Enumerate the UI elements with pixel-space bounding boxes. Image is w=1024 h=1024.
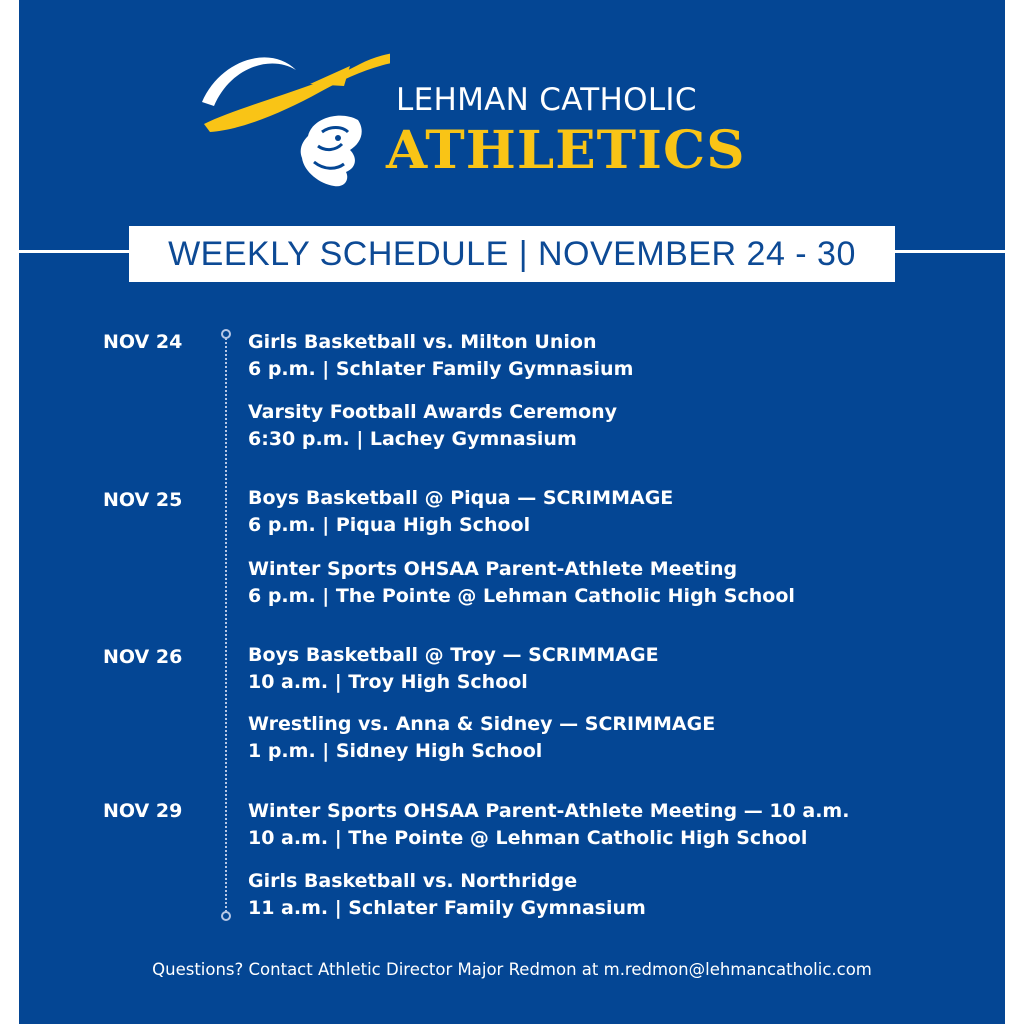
event-detail: 10 a.m. | The Pointe @ Lehman Catholic High School xyxy=(248,827,808,849)
event-item xyxy=(248,399,617,453)
brand-logo xyxy=(200,40,780,200)
event-detail: 1 p.m. | Sidney High School xyxy=(248,740,543,762)
event-detail: 10 a.m. | Troy High School xyxy=(248,671,528,693)
event-title: Varsity Football Awards Ceremony xyxy=(248,401,618,423)
brand-athletics: ATHLETICS xyxy=(386,120,746,181)
event-detail: 6 p.m. | Piqua High School xyxy=(248,514,531,536)
event-item xyxy=(248,329,633,383)
event-title: Wrestling vs. Anna & Sidney — SCRIMMAGE xyxy=(248,713,716,735)
event-title: Boys Basketball @ Piqua — SCRIMMAGE xyxy=(248,487,674,509)
banner-rule-right xyxy=(893,250,1005,253)
date-label: NOV 24 xyxy=(103,331,183,353)
timeline-start-dot xyxy=(221,329,231,339)
event-title: Winter Sports OHSAA Parent-Athlete Meeting xyxy=(248,558,738,580)
event-title: Winter Sports OHSAA Parent-Athlete Meeting — 10 a.m. xyxy=(248,800,850,822)
event-detail: 6 p.m. | The Pointe @ Lehman Catholic High School xyxy=(248,585,795,607)
cavalier-mascot-icon xyxy=(200,40,390,200)
event-item xyxy=(248,868,646,922)
event-item xyxy=(248,642,659,696)
event-item xyxy=(248,485,673,539)
contact-footer: Questions? Contact Athletic Director Major Redmon at m.redmon@lehmancatholic.com xyxy=(152,960,872,979)
date-label: NOV 26 xyxy=(103,646,183,668)
event-title: Girls Basketball vs. Milton Union xyxy=(248,331,597,353)
event-item xyxy=(248,556,795,610)
event-detail: 6:30 p.m. | Lachey Gymnasium xyxy=(248,428,577,450)
timeline-line xyxy=(225,334,227,916)
event-item xyxy=(248,711,715,765)
schedule-banner xyxy=(129,226,895,282)
brand-name: LEHMAN CATHOLIC xyxy=(396,82,697,118)
date-label: NOV 29 xyxy=(103,800,183,822)
event-item xyxy=(248,798,849,852)
date-label: NOV 25 xyxy=(103,489,183,511)
banner-title: WEEKLY SCHEDULE | NOVEMBER 24 - 30 xyxy=(168,234,856,273)
timeline-end-dot xyxy=(221,911,231,921)
event-title: Boys Basketball @ Troy — SCRIMMAGE xyxy=(248,644,659,666)
event-detail: 11 a.m. | Schlater Family Gymnasium xyxy=(248,897,646,919)
event-detail: 6 p.m. | Schlater Family Gymnasium xyxy=(248,358,634,380)
banner-rule-left xyxy=(19,250,131,253)
event-title: Girls Basketball vs. Northridge xyxy=(248,870,578,892)
